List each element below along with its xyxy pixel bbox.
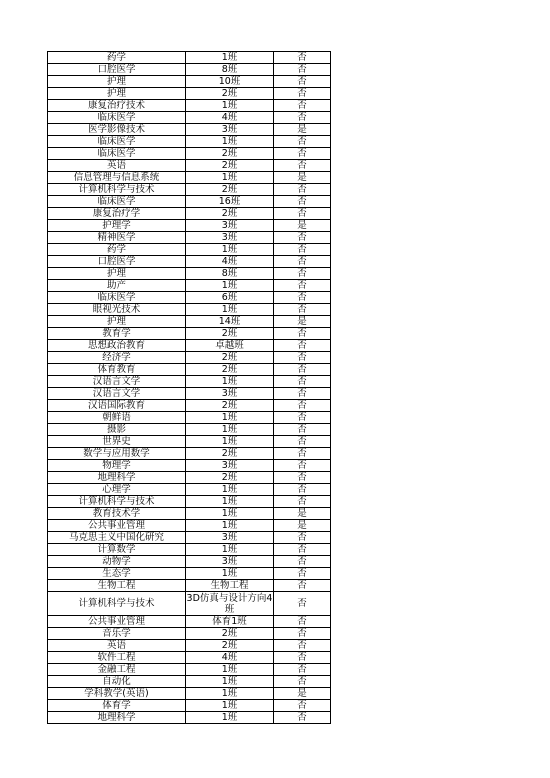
class-cell: 3班 — [186, 388, 274, 400]
flag-cell: 否 — [274, 88, 331, 100]
table-row — [48, 616, 331, 628]
flag-cell: 否 — [274, 52, 331, 64]
class-cell: 2班 — [186, 148, 274, 160]
flag-cell: 否 — [274, 532, 331, 544]
flag-cell: 否 — [274, 100, 331, 112]
flag-cell: 否 — [274, 304, 331, 316]
class-cell: 4班 — [186, 652, 274, 664]
major-cell: 计算机科学与技术 — [48, 184, 186, 196]
flag-cell: 否 — [274, 412, 331, 424]
table-row — [48, 160, 331, 172]
flag-cell: 否 — [274, 664, 331, 676]
class-cell: 1班 — [186, 712, 274, 724]
table-row — [48, 76, 331, 88]
major-cell: 公共事业管理 — [48, 520, 186, 532]
class-cell: 2班 — [186, 628, 274, 640]
table-row — [48, 448, 331, 460]
major-cell: 公共事业管理 — [48, 616, 186, 628]
flag-cell: 否 — [274, 268, 331, 280]
major-cell: 助产 — [48, 280, 186, 292]
table-row — [48, 640, 331, 652]
class-cell: 1班 — [186, 508, 274, 520]
table-row — [48, 100, 331, 112]
flag-cell: 否 — [274, 196, 331, 208]
major-cell: 护理 — [48, 268, 186, 280]
major-cell: 英语 — [48, 640, 186, 652]
class-cell: 体育1班 — [186, 616, 274, 628]
table-row — [48, 64, 331, 76]
flag-cell: 是 — [274, 124, 331, 136]
flag-cell: 否 — [274, 472, 331, 484]
flag-cell: 否 — [274, 184, 331, 196]
table-row — [48, 472, 331, 484]
table-row — [48, 532, 331, 544]
table-row — [48, 196, 331, 208]
flag-cell: 否 — [274, 328, 331, 340]
table-row — [48, 556, 331, 568]
flag-cell: 否 — [274, 484, 331, 496]
major-cell: 汉语国际教育 — [48, 400, 186, 412]
class-cell: 2班 — [186, 448, 274, 460]
flag-cell: 否 — [274, 460, 331, 472]
flag-cell: 否 — [274, 712, 331, 724]
major-cell: 临床医学 — [48, 196, 186, 208]
class-cell: 1班 — [186, 496, 274, 508]
class-table — [47, 51, 331, 724]
class-cell: 4班 — [186, 112, 274, 124]
class-cell: 3班 — [186, 232, 274, 244]
flag-cell: 否 — [274, 544, 331, 556]
table-row — [48, 460, 331, 472]
flag-cell: 否 — [274, 340, 331, 352]
class-cell: 1班 — [186, 436, 274, 448]
flag-cell: 否 — [274, 676, 331, 688]
class-cell: 1班 — [186, 676, 274, 688]
major-cell: 口腔医学 — [48, 64, 186, 76]
major-cell: 生态学 — [48, 568, 186, 580]
flag-cell: 否 — [274, 652, 331, 664]
flag-cell: 否 — [274, 160, 331, 172]
flag-cell: 是 — [274, 520, 331, 532]
major-cell: 自动化 — [48, 676, 186, 688]
major-cell: 朝鲜语 — [48, 412, 186, 424]
major-cell: 金融工程 — [48, 664, 186, 676]
flag-cell: 否 — [274, 148, 331, 160]
major-cell: 体育教育 — [48, 364, 186, 376]
class-cell: 1班 — [186, 484, 274, 496]
class-cell: 1班 — [186, 688, 274, 700]
table-row — [48, 220, 331, 232]
flag-cell: 是 — [274, 688, 331, 700]
flag-cell: 否 — [274, 280, 331, 292]
table-row — [48, 436, 331, 448]
table-row — [48, 424, 331, 436]
class-cell: 2班 — [186, 184, 274, 196]
class-cell: 2班 — [186, 400, 274, 412]
major-cell: 动物学 — [48, 556, 186, 568]
table-row — [48, 712, 331, 724]
flag-cell: 否 — [274, 232, 331, 244]
major-cell: 地理科学 — [48, 472, 186, 484]
flag-cell: 否 — [274, 256, 331, 268]
flag-cell: 否 — [274, 292, 331, 304]
table-row — [48, 112, 331, 124]
flag-cell: 否 — [274, 496, 331, 508]
major-cell: 计算数学 — [48, 544, 186, 556]
flag-cell: 是 — [274, 220, 331, 232]
class-cell: 8班 — [186, 268, 274, 280]
major-cell: 口腔医学 — [48, 256, 186, 268]
table-row — [48, 652, 331, 664]
class-cell: 3班 — [186, 124, 274, 136]
class-cell: 1班 — [186, 412, 274, 424]
major-cell: 地理科学 — [48, 712, 186, 724]
major-cell: 汉语言文学 — [48, 388, 186, 400]
major-cell: 药学 — [48, 244, 186, 256]
class-cell: 4班 — [186, 256, 274, 268]
table-row — [48, 364, 331, 376]
table-row — [48, 172, 331, 184]
table-row — [48, 208, 331, 220]
major-cell: 摄影 — [48, 424, 186, 436]
flag-cell: 否 — [274, 376, 331, 388]
major-cell: 汉语言文学 — [48, 376, 186, 388]
flag-cell: 否 — [274, 76, 331, 88]
class-cell: 3班 — [186, 220, 274, 232]
flag-cell: 否 — [274, 400, 331, 412]
class-cell: 3班 — [186, 556, 274, 568]
table-row — [48, 484, 331, 496]
table-row — [48, 232, 331, 244]
major-cell: 心理学 — [48, 484, 186, 496]
table-row — [48, 352, 331, 364]
class-cell: 3D仿真与设计方向4班 — [186, 592, 273, 615]
table-row — [48, 400, 331, 412]
table-row — [48, 412, 331, 424]
class-cell: 1班 — [186, 304, 274, 316]
flag-cell: 否 — [274, 64, 331, 76]
table-row — [48, 256, 331, 268]
class-cell: 卓越班 — [186, 340, 274, 352]
major-cell: 护理学 — [48, 220, 186, 232]
flag-cell: 否 — [274, 352, 331, 364]
class-cell: 1班 — [186, 376, 274, 388]
major-cell: 药学 — [48, 52, 186, 64]
table-row — [48, 664, 331, 676]
class-cell: 1班 — [186, 568, 274, 580]
table-row — [48, 316, 331, 328]
major-cell: 软件工程 — [48, 652, 186, 664]
table-row — [48, 328, 331, 340]
table-row — [48, 376, 331, 388]
major-cell: 经济学 — [48, 352, 186, 364]
major-cell: 信息管理与信息系统 — [48, 172, 186, 184]
table-row — [48, 676, 331, 688]
table-row — [48, 544, 331, 556]
table-row — [48, 184, 331, 196]
major-cell: 学科教学(英语) — [48, 688, 186, 700]
class-cell: 8班 — [186, 64, 274, 76]
class-cell: 1班 — [186, 520, 274, 532]
table-row — [48, 52, 331, 64]
table-row — [48, 292, 331, 304]
class-cell: 1班 — [186, 664, 274, 676]
major-cell: 护理 — [48, 316, 186, 328]
major-cell: 体育学 — [48, 700, 186, 712]
class-cell: 1班 — [186, 100, 274, 112]
flag-cell: 否 — [274, 364, 331, 376]
class-cell: 1班 — [186, 544, 274, 556]
flag-cell: 否 — [274, 580, 331, 592]
flag-cell: 否 — [274, 640, 331, 652]
table-row — [48, 88, 331, 100]
flag-cell: 否 — [274, 616, 331, 628]
flag-cell: 否 — [274, 556, 331, 568]
major-cell: 眼视光技术 — [48, 304, 186, 316]
major-cell: 教育学 — [48, 328, 186, 340]
class-cell: 1班 — [186, 424, 274, 436]
table-row — [48, 280, 331, 292]
major-cell: 思想政治教育 — [48, 340, 186, 352]
table-row — [48, 700, 331, 712]
table-row — [48, 124, 331, 136]
class-cell: 3班 — [186, 532, 274, 544]
flag-cell: 否 — [274, 244, 331, 256]
major-cell: 生物工程 — [48, 580, 186, 592]
flag-cell: 否 — [274, 700, 331, 712]
class-cell: 1班 — [186, 700, 274, 712]
major-cell: 英语 — [48, 160, 186, 172]
flag-cell: 否 — [274, 448, 331, 460]
flag-cell: 否 — [274, 424, 331, 436]
major-cell: 临床医学 — [48, 292, 186, 304]
table-body — [48, 52, 331, 724]
table-row — [48, 568, 331, 580]
major-cell: 计算机科学与技术 — [48, 496, 186, 508]
class-cell: 6班 — [186, 292, 274, 304]
class-cell: 2班 — [186, 472, 274, 484]
flag-cell: 否 — [274, 436, 331, 448]
class-cell: 14班 — [186, 316, 274, 328]
major-cell: 精神医学 — [48, 232, 186, 244]
flag-cell: 否 — [274, 388, 331, 400]
major-cell: 临床医学 — [48, 112, 186, 124]
table-row — [48, 136, 331, 148]
class-cell: 16班 — [186, 196, 274, 208]
table-row — [48, 388, 331, 400]
table-row — [48, 496, 331, 508]
class-cell: 1班 — [186, 52, 274, 64]
major-cell: 音乐学 — [48, 628, 186, 640]
major-cell: 世界史 — [48, 436, 186, 448]
class-cell: 2班 — [186, 640, 274, 652]
table-row — [48, 688, 331, 700]
flag-cell: 否 — [274, 568, 331, 580]
table-row — [48, 268, 331, 280]
table-row — [48, 340, 331, 352]
flag-cell: 否 — [274, 112, 331, 124]
table-row — [48, 628, 331, 640]
major-cell: 护理 — [48, 88, 186, 100]
major-cell: 康复治疗技术 — [48, 100, 186, 112]
flag-cell: 是 — [274, 172, 331, 184]
class-cell: 1班 — [186, 280, 274, 292]
table-row — [48, 244, 331, 256]
major-cell: 医学影像技术 — [48, 124, 186, 136]
flag-cell: 是 — [274, 316, 331, 328]
major-cell: 教育技术学 — [48, 508, 186, 520]
flag-cell: 否 — [274, 208, 331, 220]
class-cell: 2班 — [186, 328, 274, 340]
major-cell: 康复治疗学 — [48, 208, 186, 220]
major-cell: 马克思主义中国化研究 — [48, 532, 186, 544]
class-cell: 2班 — [186, 208, 274, 220]
class-cell: 1班 — [186, 172, 274, 184]
major-cell: 临床医学 — [48, 136, 186, 148]
major-cell: 计算机科学与技术 — [48, 592, 186, 616]
class-cell: 2班 — [186, 364, 274, 376]
class-cell: 生物工程 — [186, 580, 274, 592]
flag-cell: 否 — [274, 592, 331, 616]
table-row — [48, 148, 331, 160]
major-cell: 物理学 — [48, 460, 186, 472]
major-cell: 护理 — [48, 76, 186, 88]
class-cell: 10班 — [186, 76, 274, 88]
table-row — [48, 580, 331, 592]
table-row — [48, 592, 331, 616]
class-cell: 3班 — [186, 460, 274, 472]
major-cell: 临床医学 — [48, 148, 186, 160]
class-cell: 2班 — [186, 88, 274, 100]
class-cell: 1班 — [186, 136, 274, 148]
table-row — [48, 520, 331, 532]
flag-cell: 否 — [274, 628, 331, 640]
table-row — [48, 508, 331, 520]
major-cell: 数学与应用数学 — [48, 448, 186, 460]
class-cell: 2班 — [186, 160, 274, 172]
flag-cell: 否 — [274, 136, 331, 148]
flag-cell: 是 — [274, 508, 331, 520]
class-cell: 2班 — [186, 352, 274, 364]
class-cell: 1班 — [186, 244, 274, 256]
table-row — [48, 304, 331, 316]
